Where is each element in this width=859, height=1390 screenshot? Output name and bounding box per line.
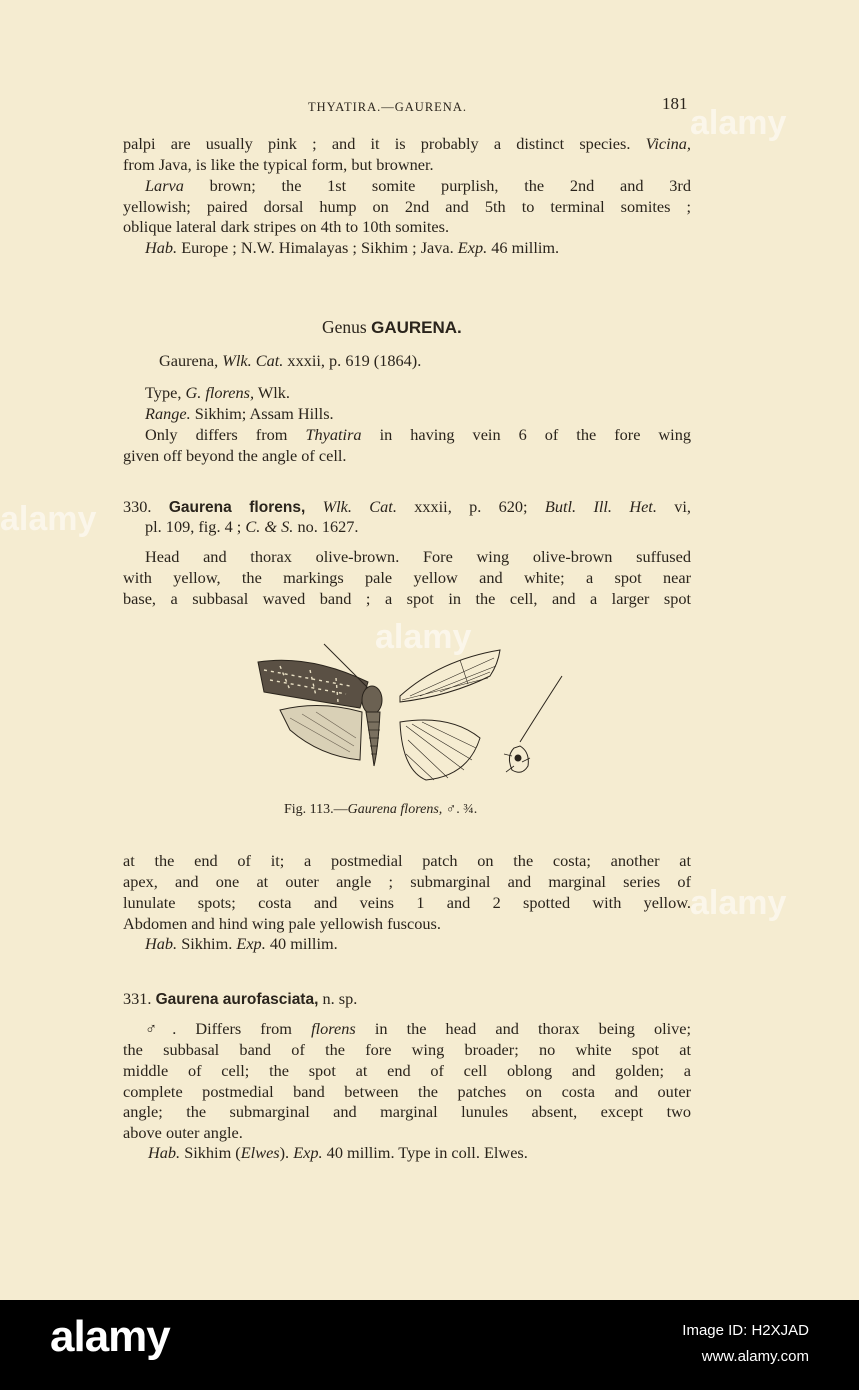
watermark: alamy (690, 104, 787, 142)
species-330-reference: pl. 109, fig. 4 ; C. & S. no. 1627. (145, 517, 359, 536)
genus-reference: Gaurena, Wlk. Cat. xxxii, p. 619 (1864). (159, 351, 422, 370)
figure-caption: Fig. 113.—Gaurena florens, ♂. ¾. (284, 802, 478, 817)
watermark: alamy (375, 618, 472, 656)
species-331-heading: 331. Gaurena aurofasciata, n. sp. (123, 989, 358, 1008)
genus-diagnosis: Only differs from Thyatira in having vein 6 of the fore wing (145, 425, 691, 444)
text-line: palpi are usually pink ; and it is probably a distinct species. Vicina, (123, 134, 691, 153)
genus-diagnosis: given off beyond the angle of cell. (123, 446, 347, 465)
text-line: yellowish; paired dorsal hump on 2nd and 5th to terminal somites ; (123, 197, 691, 216)
text-line: the subbasal band of the fore wing broader; no white spot at (123, 1040, 691, 1059)
genus-range: Range. Sikhim; Assam Hills. (145, 404, 334, 423)
text-line: base, a subbasal waved band ; a spot in the cell, and a larger spot (123, 589, 691, 608)
site-url: www.alamy.com (701, 1348, 809, 1365)
text-line: lunulate spots; costa and veins 1 and 2 spotted with yellow. (123, 893, 691, 912)
text-line: angle; the submarginal and marginal lunules absent, except two (123, 1102, 691, 1121)
page-number: 181 (662, 94, 688, 113)
stock-footer (0, 1300, 859, 1390)
genus-heading: Genus GAURENA. (322, 317, 462, 337)
text-line: apex, and one at outer angle ; submarginal and marginal series of (123, 872, 691, 891)
image-id: Image ID: H2XJAD (682, 1322, 809, 1339)
alamy-logo: alamy (50, 1312, 170, 1361)
text-line: Hab. Europe ; N.W. Himalayas ; Sikhim ; Java. Exp. 46 millim. (145, 238, 560, 257)
watermark: alamy (0, 500, 97, 538)
species-330-heading: 330. Gaurena florens, Wlk. Cat. xxxii, p. 620; Butl. Ill. Het. vi, (123, 497, 691, 516)
text-line: Abdomen and hind wing pale yellowish fuscous. (123, 914, 441, 933)
text-line: complete postmedial band between the patches on costa and outer (123, 1082, 691, 1101)
text-line: from Java, is like the typical form, but browner. (123, 155, 434, 174)
watermark: alamy (690, 884, 787, 922)
text-line: above outer angle. (123, 1123, 243, 1142)
running-title: THYATIRA.—GAURENA. (308, 100, 467, 114)
text-line: oblique lateral dark stripes on 4th to 10th somites. (123, 217, 450, 236)
text-line: Larva brown; the 1st somite purplish, the 2nd and 3rd (145, 176, 691, 195)
text-line: Head and thorax olive-brown. Fore wing olive-brown suffused (145, 547, 691, 566)
text-line: at the end of it; a postmedial patch on the costa; another at (123, 851, 691, 870)
text-line: middle of cell; the spot at end of cell oblong and golden; a (123, 1061, 691, 1080)
text-line: ♂. Differs from florens in the head and thorax being olive; (145, 1019, 692, 1038)
genus-type: Type, G. florens, Wlk. (145, 383, 290, 402)
text-line: with yellow, the markings pale yellow and white; a spot near (123, 568, 691, 587)
species-331-habitat: Hab. Sikhim (Elwes). Exp. 40 millim. Type in coll. Elwes. (148, 1143, 528, 1162)
species-330-habitat: Hab. Sikhim. Exp. 40 millim. (145, 934, 338, 953)
